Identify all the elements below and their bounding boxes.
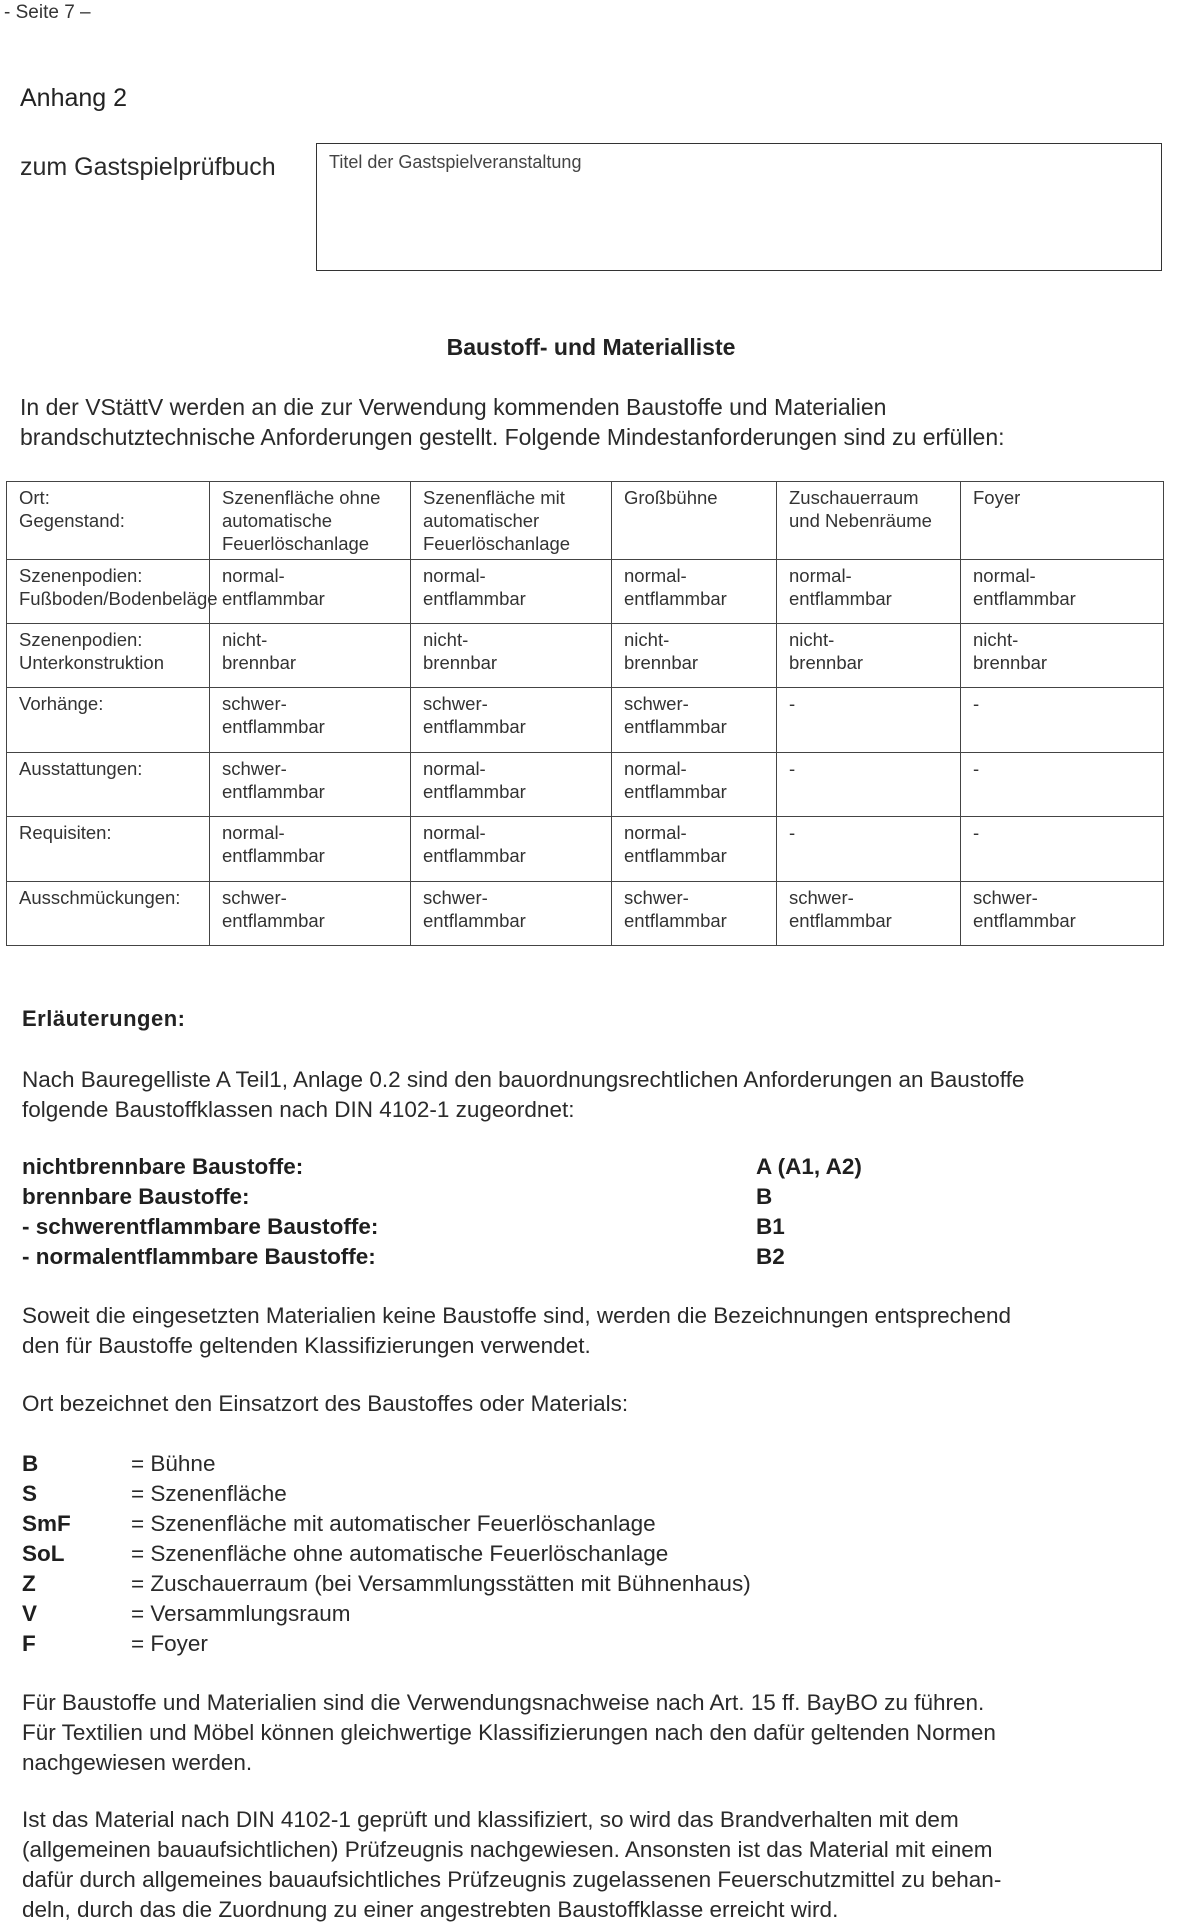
table-row: [7, 559, 1164, 623]
table-cell: [210, 817, 411, 881]
intro-line: In der VStättV werden an die zur Verwendung kommenden Baustoffe und Materialien: [20, 394, 887, 420]
table-cell: [210, 752, 411, 816]
cell-line: schwer-: [624, 886, 689, 908]
cell-line: normal-: [222, 822, 285, 844]
table-row-label: [7, 817, 210, 881]
table-cell: [612, 482, 777, 560]
cell-line: Großbühne: [624, 487, 718, 508]
material-paragraph: [22, 1805, 1172, 1925]
abbreviation-key: B: [22, 1451, 39, 1476]
table-header-row: [7, 482, 1164, 560]
paragraph-line: nachgewiesen werden.: [22, 1750, 253, 1775]
cell-line: nicht-: [624, 629, 670, 651]
table-cell: [777, 752, 961, 816]
table-cell: [411, 752, 612, 816]
cell-line: schwer-: [789, 886, 854, 908]
cell-line: entflammbar: [222, 780, 325, 802]
cell-line: schwer-: [222, 693, 287, 715]
table-cell: [961, 482, 1164, 560]
table-cell: [777, 881, 961, 945]
cell-line: nicht-: [222, 629, 268, 651]
ort-paragraph: Ort bezeichnet den Einsatzort des Baustoffes oder Materials:: [22, 1391, 629, 1416]
class-code: B2: [756, 1244, 785, 1269]
cell-line: entflammbar: [222, 845, 325, 867]
cell-line: brennbar: [222, 652, 297, 674]
table-row-label: [7, 752, 210, 816]
table-cell: [612, 817, 777, 881]
class-label: brennbare Baustoffe:: [22, 1184, 250, 1209]
cell-line: Ausschmückungen:: [19, 886, 181, 908]
cell-line: nicht-: [423, 629, 469, 651]
class-code: A (A1, A2): [756, 1154, 862, 1179]
cell-line: brennbar: [789, 652, 864, 674]
cell-line: entflammbar: [624, 716, 727, 738]
abbreviation-value: = Szenenfläche: [131, 1481, 287, 1506]
cell-line: entflammbar: [624, 780, 727, 802]
class-code: B: [756, 1184, 773, 1209]
cell-line: -: [973, 757, 980, 779]
table-cell: [210, 482, 411, 560]
table-row-label: [7, 624, 210, 688]
cell-line: entflammbar: [222, 909, 325, 931]
appendix-title: Anhang 2: [20, 84, 128, 112]
cell-line: automatische: [222, 510, 333, 531]
cell-line: -: [789, 822, 796, 844]
paragraph-line: Ist das Material nach DIN 4102-1 geprüft und klassifiziert, so wird das Brandverhalten mit dem: [22, 1807, 959, 1832]
cell-line: Feuerlöschanlage: [423, 533, 571, 554]
table-cell: [411, 881, 612, 945]
intro-paragraph: [20, 392, 1160, 452]
cell-line: brennbar: [624, 652, 699, 674]
cell-line: Unterkonstruktion: [19, 652, 164, 674]
table-cell: [210, 624, 411, 688]
material-table: [6, 481, 1164, 946]
table-row: [7, 752, 1164, 816]
table-cell: [210, 688, 411, 752]
cell-line: entflammbar: [789, 909, 892, 931]
cell-line: automatischer: [423, 510, 540, 531]
paragraph-line: Für Baustoffe und Materialien sind die Verwendungsnachweise nach Art. 15 ff. BayBO zu führen.: [22, 1690, 985, 1715]
abbreviation-key: V: [22, 1601, 38, 1626]
cell-line: entflammbar: [973, 909, 1076, 931]
abbreviation-value: = Foyer: [131, 1631, 208, 1656]
paragraph-line: dafür durch allgemeines bauaufsichtliches Prüfzeugnis zugelassenen Feuerschutzmittel zu behan-: [22, 1867, 1002, 1892]
intro-line: brandschutztechnische Anforderungen gestellt. Folgende Mindestanforderungen sind zu erfüllen:: [20, 424, 1005, 450]
cell-line: entflammbar: [423, 780, 526, 802]
cell-line: entflammbar: [222, 716, 325, 738]
table-cell: [210, 559, 411, 623]
cell-line: normal-: [624, 757, 687, 779]
cell-line: Szenenfläche mit: [423, 487, 565, 508]
cell-line: normal-: [973, 564, 1036, 586]
cell-line: Gegenstand:: [19, 510, 125, 531]
cell-line: normal-: [423, 564, 486, 586]
table-cell: [411, 559, 612, 623]
table-cell: [961, 817, 1164, 881]
abbreviation-value: = Versammlungsraum: [131, 1601, 351, 1626]
cell-line: nicht-: [973, 629, 1019, 651]
paragraph-line: deln, durch das die Zuordnung zu einer angestrebten Baustoffklasse erreicht wird.: [22, 1897, 839, 1922]
table-row: [7, 624, 1164, 688]
cell-line: -: [973, 693, 980, 715]
table-cell: [777, 482, 961, 560]
table-cell: [961, 559, 1164, 623]
table-row: [7, 688, 1164, 752]
cell-line: schwer-: [423, 693, 488, 715]
cell-line: Foyer: [973, 487, 1021, 508]
abbreviation-key: SmF: [22, 1511, 71, 1536]
paragraph-line: (allgemeinen bauaufsichtlichen) Prüfzeugnis nachgewiesen. Ansonsten ist das Material mit einem: [22, 1837, 993, 1862]
table-cell: [961, 688, 1164, 752]
cell-line: schwer-: [973, 886, 1038, 908]
page-number: - Seite 7 –: [4, 2, 91, 23]
table-cell: [777, 559, 961, 623]
cell-line: normal-: [624, 822, 687, 844]
class-label: nichtbrennbare Baustoffe:: [22, 1154, 304, 1179]
cell-line: brennbar: [973, 652, 1048, 674]
abbreviation-key: SoL: [22, 1541, 65, 1566]
table-cell: [612, 624, 777, 688]
cell-line: entflammbar: [222, 587, 325, 609]
table-cell: [411, 817, 612, 881]
paragraph-line: den für Baustoffe geltenden Klassifizierungen verwendet.: [22, 1333, 591, 1358]
cell-line: entflammbar: [789, 587, 892, 609]
cell-line: -: [789, 693, 796, 715]
cell-line: Vorhänge:: [19, 693, 104, 715]
heading-text: Baustoff- und Materialliste: [446, 334, 736, 360]
cell-line: Ausstattungen:: [19, 757, 143, 779]
table-cell: [961, 881, 1164, 945]
cell-line: entflammbar: [624, 845, 727, 867]
table-cell: [777, 688, 961, 752]
cell-line: entflammbar: [624, 587, 727, 609]
table-cell: [612, 559, 777, 623]
table-cell: [777, 624, 961, 688]
paragraph-line: Soweit die eingesetzten Materialien keine Baustoffe sind, werden die Bezeichnungen entsprechend: [22, 1303, 1011, 1328]
cell-line: Fußboden/Bodenbeläge: [19, 587, 218, 609]
table-cell: [210, 881, 411, 945]
cell-line: normal-: [624, 564, 687, 586]
table-row-label: [7, 559, 218, 623]
table-row-label: [7, 881, 210, 945]
abbreviation-key: F: [22, 1631, 36, 1656]
table-cell: [411, 624, 612, 688]
cell-line: normal-: [789, 564, 852, 586]
table-cell: [612, 752, 777, 816]
explanations-heading: Erläuterungen:: [22, 1006, 186, 1031]
abbreviation-value: = Zuschauerraum (bei Versammlungsstätten mit Bühnenhaus): [131, 1571, 751, 1596]
abbreviation-key: S: [22, 1481, 38, 1506]
cell-line: nicht-: [789, 629, 835, 651]
cell-line: Ort:: [19, 487, 50, 508]
table-cell: [612, 688, 777, 752]
table-cell: [411, 688, 612, 752]
table-cell: [961, 752, 1164, 816]
table-row-label: [7, 482, 210, 560]
cell-line: Szenenfläche ohne: [222, 487, 381, 508]
event-title-label: Titel der Gastspielveranstaltung: [329, 152, 582, 172]
cell-line: -: [789, 757, 796, 779]
cell-line: und Nebenräume: [789, 510, 932, 531]
subtitle: zum Gastspielprüfbuch: [20, 153, 276, 181]
table-cell: [961, 624, 1164, 688]
cell-line: schwer-: [624, 693, 689, 715]
paragraph-line: folgende Baustoffklassen nach DIN 4102-1 zugeordnet:: [22, 1097, 575, 1122]
cell-line: Zuschauerraum: [789, 487, 919, 508]
cell-line: normal-: [423, 757, 486, 779]
cell-line: Szenenpodien:: [19, 629, 143, 651]
table-row-label: [7, 688, 210, 752]
table-cell: [777, 817, 961, 881]
abbreviation-key: Z: [22, 1571, 36, 1596]
cell-line: entflammbar: [624, 909, 727, 931]
nachweise-paragraph: [22, 1688, 1172, 1778]
abbreviation-value: = Szenenfläche mit automatischer Feuerlöschanlage: [131, 1511, 656, 1536]
class-label: - normalentflammbare Baustoffe:: [22, 1244, 376, 1269]
event-title-box[interactable]: [316, 143, 1162, 271]
table-cell: [411, 482, 612, 560]
paragraph-line: Nach Bauregelliste A Teil1, Anlage 0.2 sind den bauordnungsrechtlichen Anforderungen an Baustoffe: [22, 1067, 1025, 1092]
abbreviation-value: = Bühne: [131, 1451, 216, 1476]
table-row: [7, 881, 1164, 945]
cell-line: brennbar: [423, 652, 498, 674]
cell-line: entflammbar: [423, 587, 526, 609]
table-cell: [612, 881, 777, 945]
class-code: B1: [756, 1214, 785, 1239]
cell-line: entflammbar: [973, 587, 1076, 609]
soweit-paragraph: [22, 1301, 1172, 1361]
cell-line: schwer-: [222, 886, 287, 908]
cell-line: -: [973, 822, 980, 844]
section-heading: [0, 334, 1182, 361]
table-row: [7, 817, 1164, 881]
cell-line: Requisiten:: [19, 822, 112, 844]
cell-line: Szenenpodien:: [19, 564, 143, 586]
cell-line: schwer-: [222, 757, 287, 779]
cell-line: normal-: [222, 564, 285, 586]
cell-line: schwer-: [423, 886, 488, 908]
bauregelliste-paragraph: [22, 1065, 1172, 1125]
cell-line: entflammbar: [423, 845, 526, 867]
cell-line: Feuerlöschanlage: [222, 533, 370, 554]
paragraph-line: Für Textilien und Möbel können gleichwertige Klassifizierungen nach den dafür geltenden Normen: [22, 1720, 996, 1745]
cell-line: entflammbar: [423, 909, 526, 931]
cell-line: normal-: [423, 822, 486, 844]
cell-line: entflammbar: [423, 716, 526, 738]
class-label: - schwerentflammbare Baustoffe:: [22, 1214, 379, 1239]
abbreviation-value: = Szenenfläche ohne automatische Feuerlöschanlage: [131, 1541, 669, 1566]
